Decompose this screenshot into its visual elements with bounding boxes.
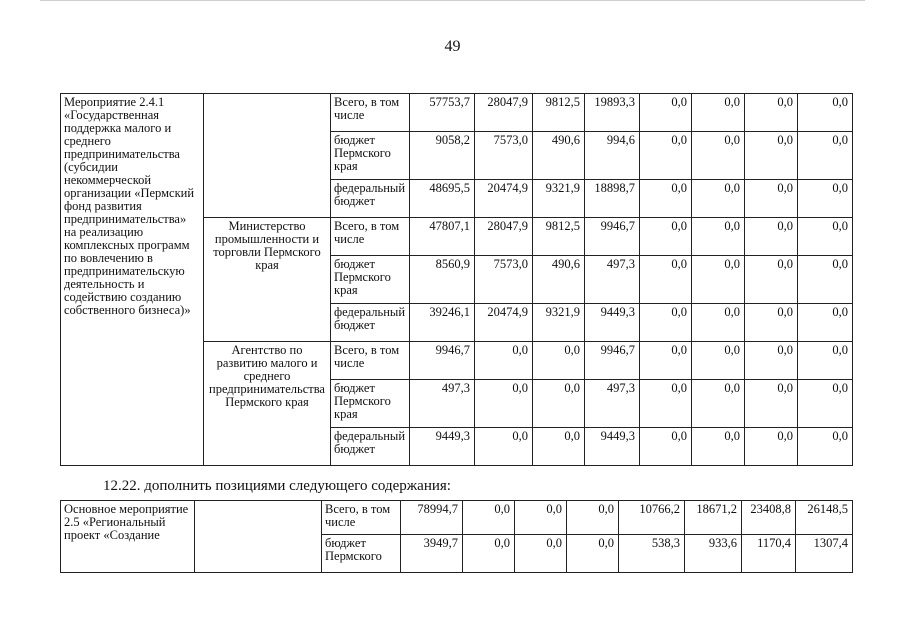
value-cell: 9449,3 [585,304,640,342]
value-cell: 0,0 [692,428,745,466]
value-cell: 26148,5 [796,501,853,535]
value-cell: 7573,0 [475,256,533,304]
value-cell: 0,0 [745,256,798,304]
value-cell: 0,0 [515,501,567,535]
table-row [61,501,853,535]
funding-source-cell: федеральный бюджет [331,304,410,342]
funding-source-cell: Всего, в том числе [322,501,401,535]
value-cell: 0,0 [640,94,692,132]
value-cell: 7573,0 [475,132,533,180]
value-cell: 20474,9 [475,304,533,342]
value-cell: 0,0 [692,180,745,218]
value-cell: 0,0 [463,535,515,573]
value-cell: 0,0 [745,304,798,342]
value-cell: 9812,5 [533,94,585,132]
funding-source-cell: федеральный бюджет [331,428,410,466]
value-cell: 8560,9 [410,256,475,304]
value-cell: 0,0 [692,342,745,380]
value-cell: 994,6 [585,132,640,180]
value-cell: 0,0 [692,304,745,342]
value-cell: 0,0 [745,180,798,218]
value-cell: 0,0 [475,380,533,428]
value-cell: 9812,5 [533,218,585,256]
value-cell: 3949,7 [401,535,463,573]
funding-table-2-4-1 [60,93,853,466]
value-cell: 0,0 [640,342,692,380]
value-cell: 0,0 [692,218,745,256]
value-cell: 0,0 [745,380,798,428]
value-cell: 9321,9 [533,304,585,342]
value-cell: 0,0 [475,428,533,466]
value-cell: 57753,7 [410,94,475,132]
funding-source-cell: Всего, в том числе [331,218,410,256]
executor-cell: Министерство промышленности и торговли Пермского края [204,218,331,342]
funding-source-cell: бюджет Пермского края [331,256,410,304]
value-cell: 9946,7 [410,342,475,380]
page-top-edge [40,0,865,1]
value-cell: 0,0 [692,94,745,132]
value-cell: 10766,2 [619,501,685,535]
value-cell: 0,0 [798,380,853,428]
value-cell: 0,0 [798,428,853,466]
value-cell: 48695,5 [410,180,475,218]
value-cell: 0,0 [475,342,533,380]
value-cell: 0,0 [533,342,585,380]
value-cell: 490,6 [533,256,585,304]
value-cell: 490,6 [533,132,585,180]
value-cell: 0,0 [640,380,692,428]
value-cell: 0,0 [798,218,853,256]
value-cell: 0,0 [640,256,692,304]
table-row [61,94,853,132]
value-cell: 0,0 [692,256,745,304]
value-cell: 0,0 [640,180,692,218]
value-cell: 9946,7 [585,342,640,380]
funding-source-cell: Всего, в том числе [331,342,410,380]
value-cell: 1170,4 [742,535,796,573]
executor-cell [204,94,331,218]
value-cell: 0,0 [463,501,515,535]
value-cell: 0,0 [798,132,853,180]
value-cell: 39246,1 [410,304,475,342]
value-cell: 933,6 [685,535,742,573]
value-cell: 23408,8 [742,501,796,535]
executor-cell [195,501,322,573]
value-cell: 0,0 [692,380,745,428]
value-cell: 9449,3 [410,428,475,466]
value-cell: 0,0 [745,428,798,466]
value-cell: 497,3 [585,380,640,428]
value-cell: 0,0 [533,428,585,466]
value-cell: 19893,3 [585,94,640,132]
funding-source-cell: Всего, в том числе [331,94,410,132]
value-cell: 538,3 [619,535,685,573]
measure-name-cell: Основное мероприятие 2.5 «Региональный проект «Создание [61,501,195,573]
funding-table-2-5 [60,500,853,573]
value-cell: 0,0 [798,94,853,132]
value-cell: 0,0 [798,342,853,380]
page-number: 49 [444,38,461,55]
value-cell: 9321,9 [533,180,585,218]
value-cell: 0,0 [745,94,798,132]
section-heading: 12.22. дополнить позициями следующего содержания: [103,478,451,494]
value-cell: 0,0 [798,180,853,218]
value-cell: 0,0 [640,218,692,256]
value-cell: 1307,4 [796,535,853,573]
executor-cell: Агентство по развитию малого и среднего предпринимательства Пермского края [204,342,331,466]
value-cell: 0,0 [798,304,853,342]
value-cell: 18671,2 [685,501,742,535]
value-cell: 497,3 [585,256,640,304]
value-cell: 9058,2 [410,132,475,180]
value-cell: 0,0 [640,132,692,180]
value-cell: 0,0 [745,132,798,180]
value-cell: 0,0 [567,501,619,535]
value-cell: 0,0 [640,304,692,342]
measure-name-cell: Мероприятие 2.4.1 «Государственная поддержка малого и среднего предпринимательства (субсидии некоммерческой организации «Пермский фонд развития предпринимательства» на реализацию комплексных программ по вовлечению в предпринимательскую деятельность и содействию созданию собственного бизнеса)» [61,94,204,466]
value-cell: 0,0 [515,535,567,573]
value-cell: 47807,1 [410,218,475,256]
value-cell: 18898,7 [585,180,640,218]
funding-source-cell: бюджет Пермского края [331,132,410,180]
value-cell: 0,0 [745,218,798,256]
value-cell: 0,0 [640,428,692,466]
value-cell: 0,0 [692,132,745,180]
value-cell: 0,0 [533,380,585,428]
value-cell: 497,3 [410,380,475,428]
funding-source-cell: бюджет Пермского [322,535,401,573]
value-cell: 28047,9 [475,94,533,132]
funding-source-cell: бюджет Пермского края [331,380,410,428]
value-cell: 78994,7 [401,501,463,535]
value-cell: 28047,9 [475,218,533,256]
value-cell: 0,0 [745,342,798,380]
value-cell: 9449,3 [585,428,640,466]
value-cell: 0,0 [567,535,619,573]
value-cell: 9946,7 [585,218,640,256]
value-cell: 20474,9 [475,180,533,218]
funding-source-cell: федеральный бюджет [331,180,410,218]
value-cell: 0,0 [798,256,853,304]
